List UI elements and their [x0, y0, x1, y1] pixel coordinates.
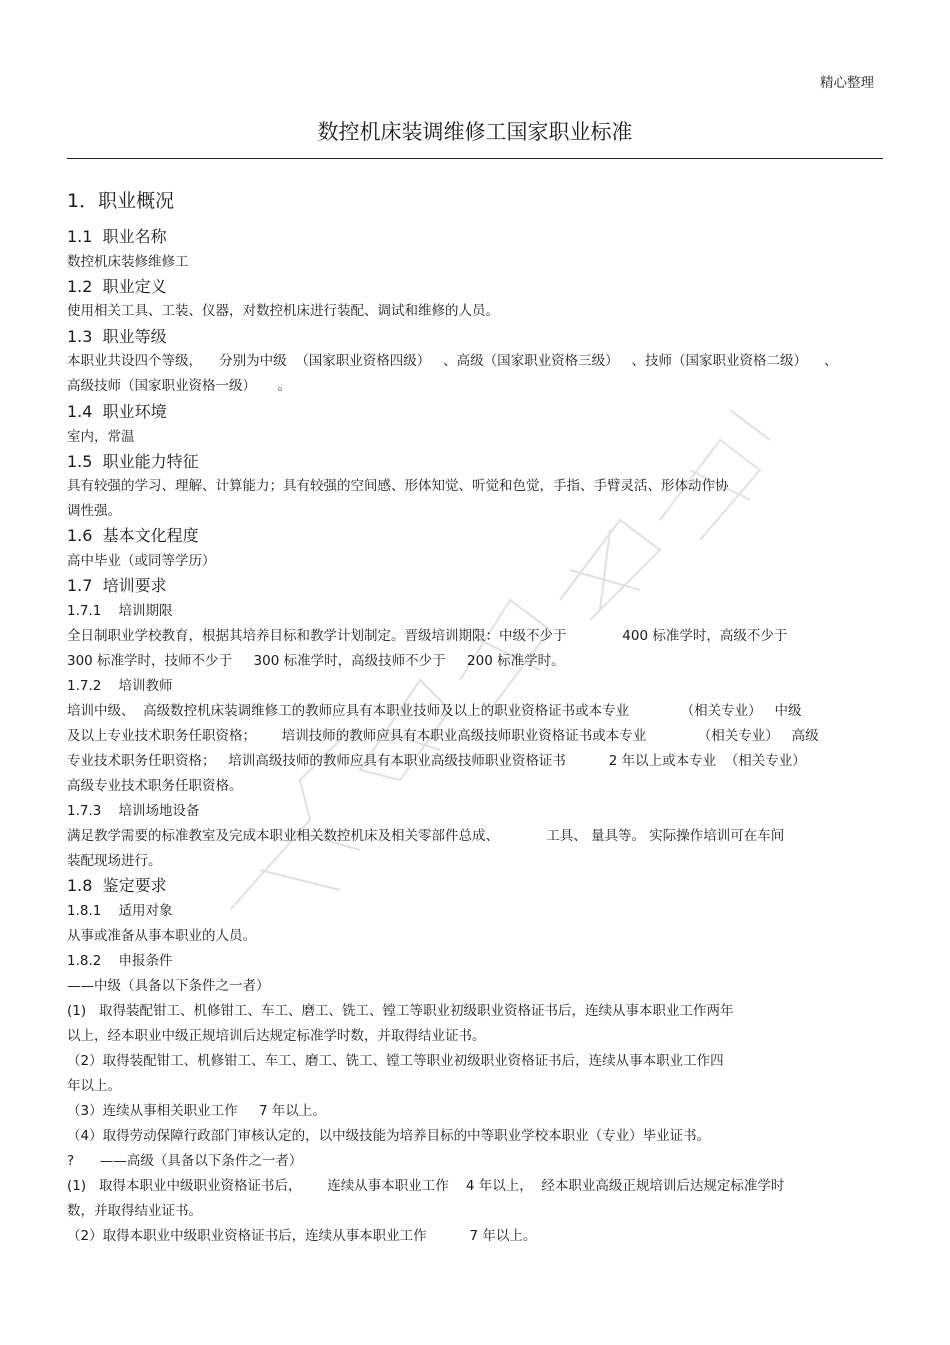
section-heading: 1.6 基本文化程度: [67, 526, 199, 545]
text-line: 本职业共设四个等级， 分别为中级 （国家职业资格四级） 、高级（国家职业资格三级） 、技师（国家职业资格二级） 、: [67, 353, 838, 369]
section-heading: 1.7 培训要求: [67, 576, 167, 595]
text-line: 满足教学需要的标准教室及完成本职业相关数控机床及相关零部件总成、 工具、 量具等。 实际操作培训可在车间: [67, 828, 785, 844]
text-line: (1) 取得装配钳工、机修钳工、车工、磨工、铣工、镗工等职业初级职业资格证书后，连续从事本职业工作两年: [67, 1003, 734, 1019]
text-line: 装配现场进行。: [67, 853, 162, 869]
section-heading: 1.8.2 申报条件: [67, 953, 173, 969]
corner-tag: 精心整理: [820, 75, 874, 91]
page-title: 数控机床装调维修工国家职业标准: [317, 120, 633, 144]
section-heading: 1．职业概况: [67, 190, 175, 212]
section-heading: 1.5 职业能力特征: [67, 452, 199, 471]
text-line: 具有较强的学习、理解、计算能力；具有较强的空间感、形体知觉、听觉和色觉，手指、手臂灵活、形体动作协: [67, 478, 729, 494]
text-line: 从事或准备从事本职业的人员。: [67, 928, 256, 944]
section-heading: 1.7.2 培训教师: [67, 678, 173, 694]
text-line: 调性强。: [67, 503, 121, 519]
text-line: ? ——高级（具备以下条件之一者）: [67, 1153, 303, 1169]
text-line: （2）取得装配钳工、机修钳工、车工、磨工、铣工、镗工等职业初级职业资格证书后，连续从事本职业工作四: [67, 1053, 724, 1069]
text-line: ——中级（具备以下条件之一者）: [67, 978, 270, 994]
text-line: 高级专业技术职务任职资格。: [67, 778, 243, 794]
text-line: (1) 取得本职业中级职业资格证书后， 连续从事本职业工作 4 年以上， 经本职业高级正规培训后达规定标准学时: [67, 1178, 785, 1194]
section-heading: 1.3 职业等级: [67, 327, 167, 346]
text-line: 全日制职业学校教育，根据其培养目标和教学计划制定。晋级培训期限：中级不少于 400 标准学时，高级不少于: [67, 628, 788, 644]
section-heading: 1.1 职业名称: [67, 227, 167, 246]
section-heading: 1.8.1 适用对象: [67, 903, 173, 919]
section-heading: 1.7.3 培训场地设备: [67, 803, 200, 819]
text-line: 数控机床装修维修工: [67, 254, 189, 270]
section-heading: 1.8 鉴定要求: [67, 876, 167, 895]
watermark-graphic: [190, 350, 890, 950]
text-line: 300 标准学时，技师不少于 300 标准学时，高级技师不少于 200 标准学时。: [67, 653, 565, 669]
text-line: 以上，经本职业中级正规培训后达规定标准学时数，并取得结业证书。: [67, 1028, 486, 1044]
section-heading: 1.4 职业环境: [67, 402, 167, 421]
section-heading: 1.7.1 培训期限: [67, 603, 173, 619]
text-line: （3）连续从事相关职业工作 7 年以上。: [67, 1103, 326, 1119]
title-divider: [67, 158, 883, 159]
text-line: （4）取得劳动保障行政部门审核认定的，以中级技能为培养目标的中等职业学校本职业（专业）毕业证书。: [67, 1128, 711, 1144]
text-line: 高级技师（国家职业资格一级） 。: [67, 378, 291, 394]
section-heading: 1.2 职业定义: [67, 277, 167, 296]
text-line: 培训中级、 高级数控机床装调维修工的教师应具有本职业技师及以上的职业资格证书或本专业 （相关专业） 中级: [67, 703, 802, 719]
text-line: 使用相关工具、工装、仪器，对数控机床进行装配、调试和维修的人员。: [67, 303, 499, 319]
text-line: 及以上专业技术职务任职资格； 培训技师的教师应具有本职业高级技师职业资格证书或本专业 （相关专业） 高级: [67, 728, 819, 744]
text-line: （2）取得本职业中级职业资格证书后，连续从事本职业工作 7 年以上。: [67, 1228, 537, 1244]
text-line: 年以上。: [67, 1078, 121, 1094]
text-line: 高中毕业（或同等学历）: [67, 553, 216, 569]
text-line: 专业技术职务任职资格； 培训高级技师的教师应具有本职业高级技师职业资格证书 2 年以上或本专业 （相关专业）: [67, 753, 806, 769]
text-line: 室内，常温: [67, 429, 135, 445]
text-line: 数，并取得结业证书。: [67, 1203, 202, 1219]
